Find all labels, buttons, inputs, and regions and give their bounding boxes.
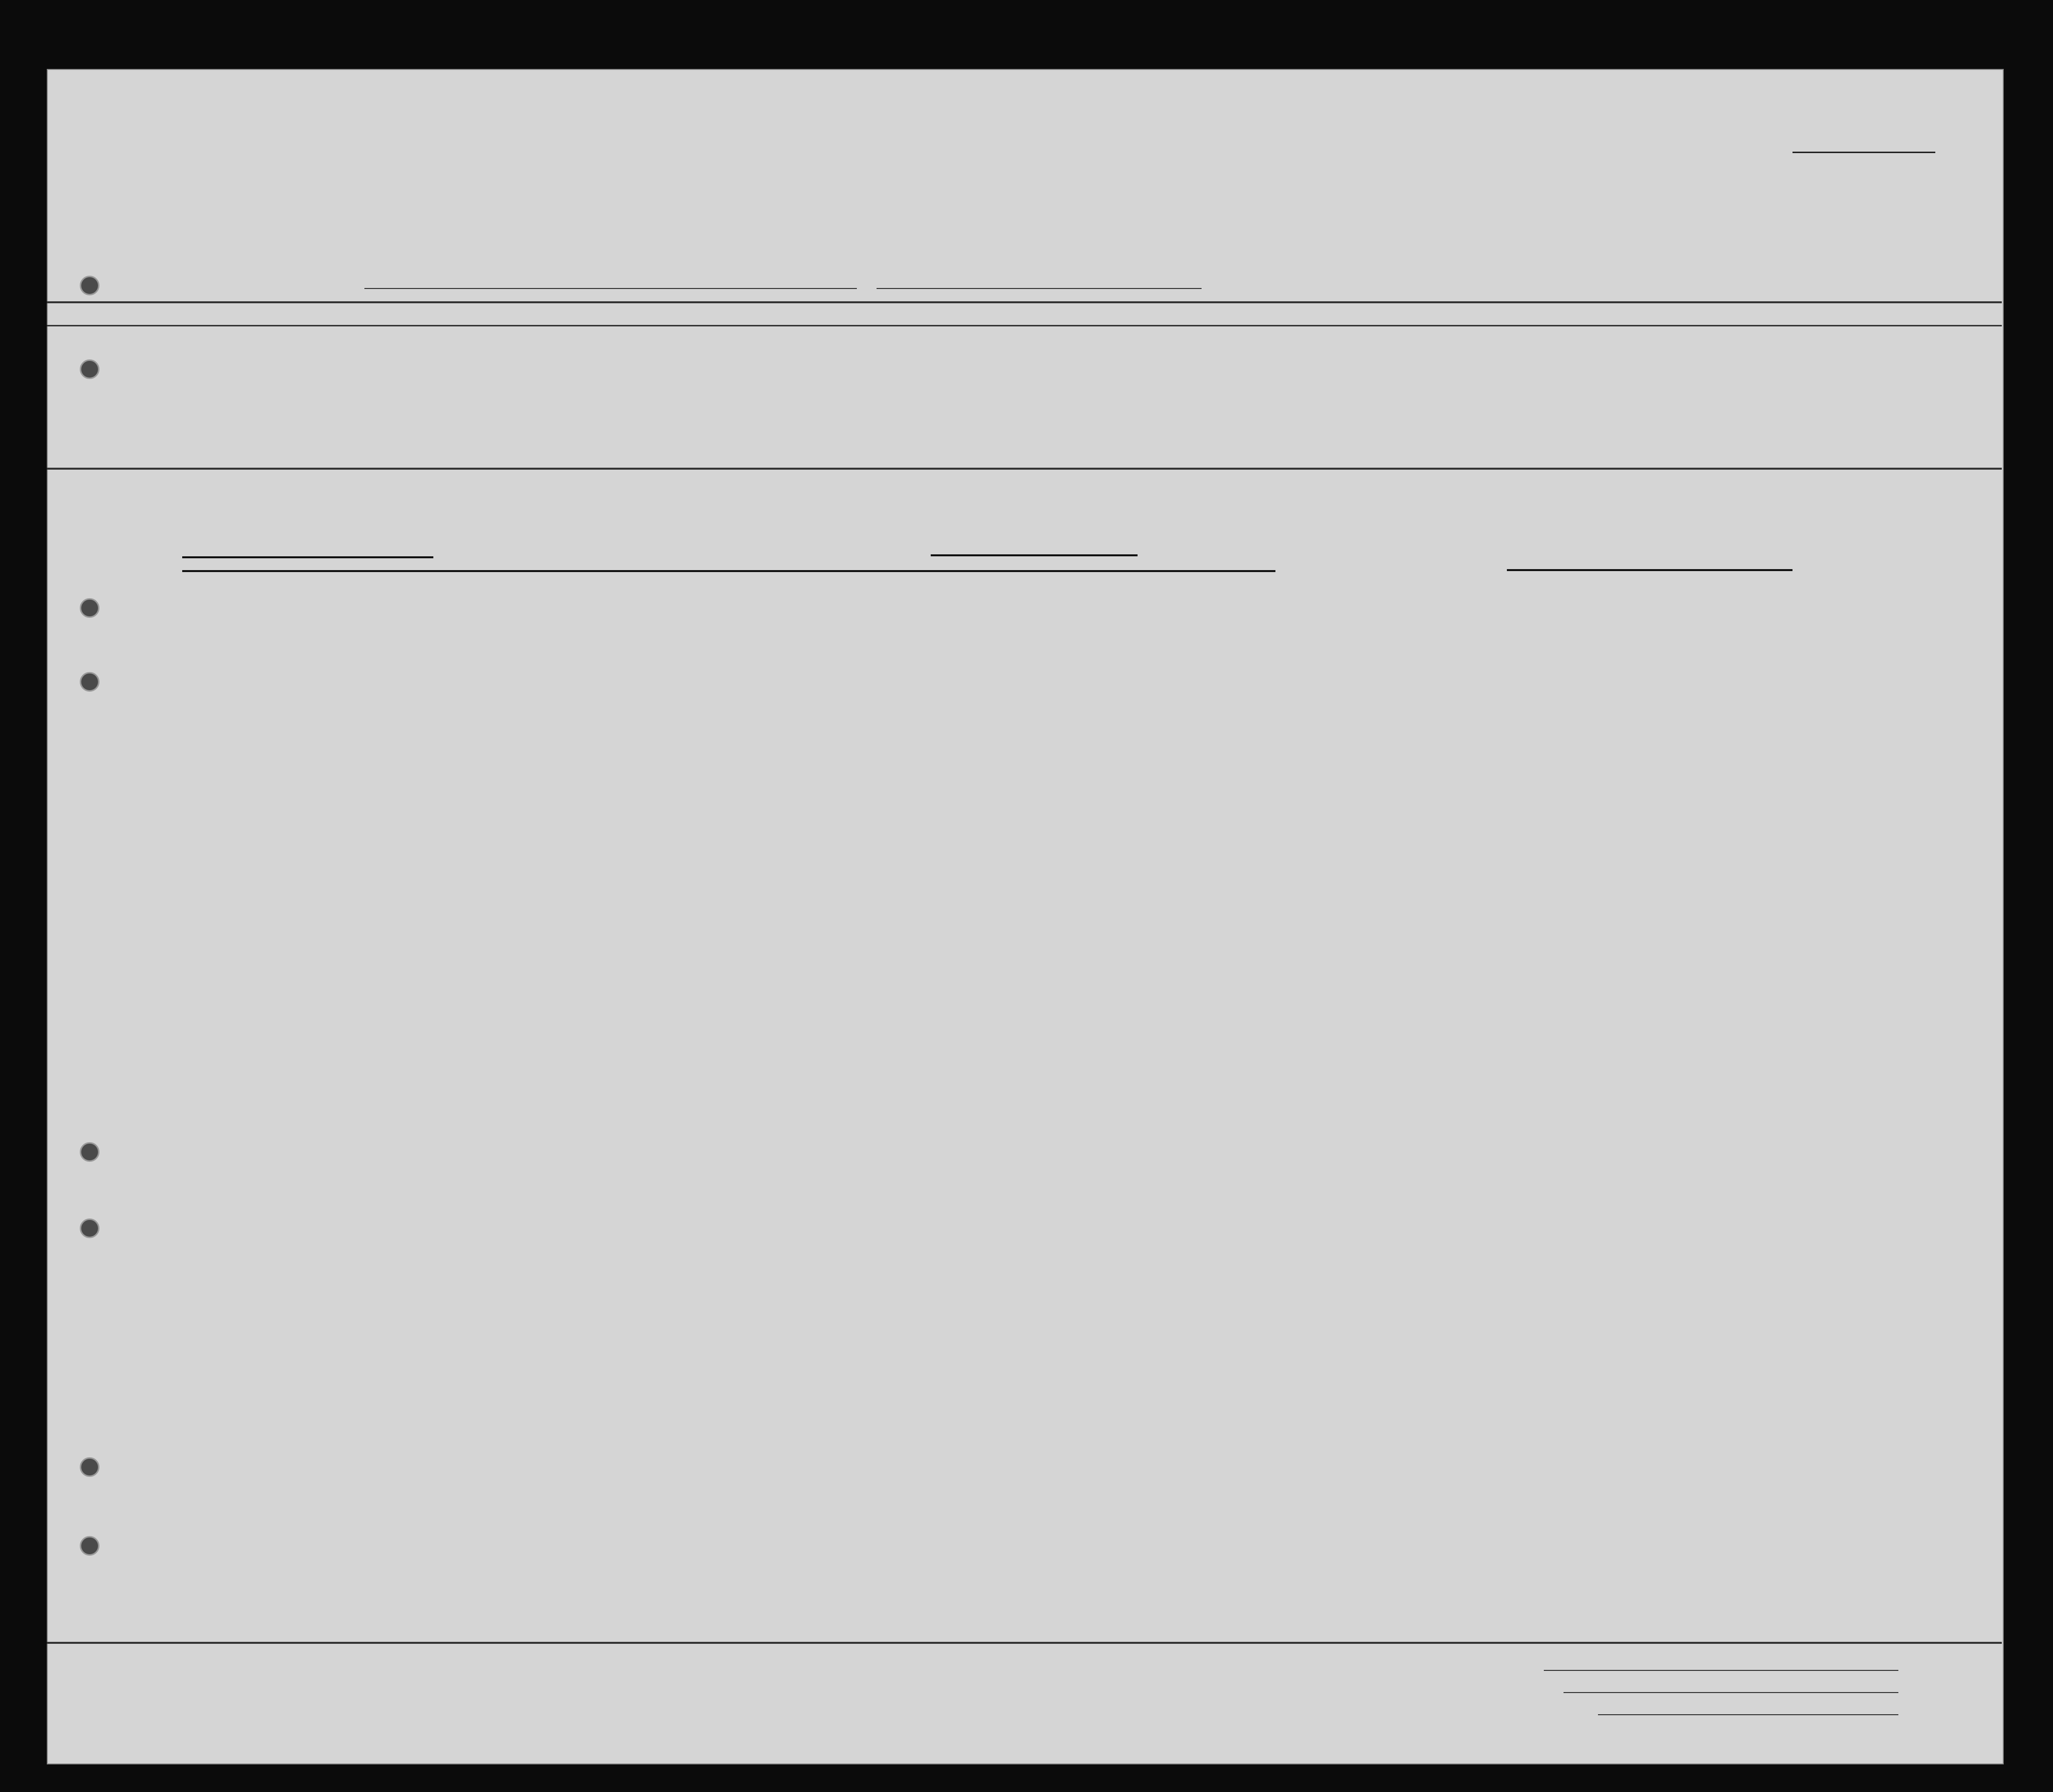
agents-signature-line — [1598, 1714, 1898, 1715]
line-signature-line — [1544, 1670, 1898, 1671]
owners-signature-line — [1564, 1692, 1898, 1693]
strike-line — [182, 556, 433, 558]
strike-line — [182, 570, 1275, 572]
strike-line — [1507, 569, 1792, 571]
strike-line — [931, 554, 1138, 556]
